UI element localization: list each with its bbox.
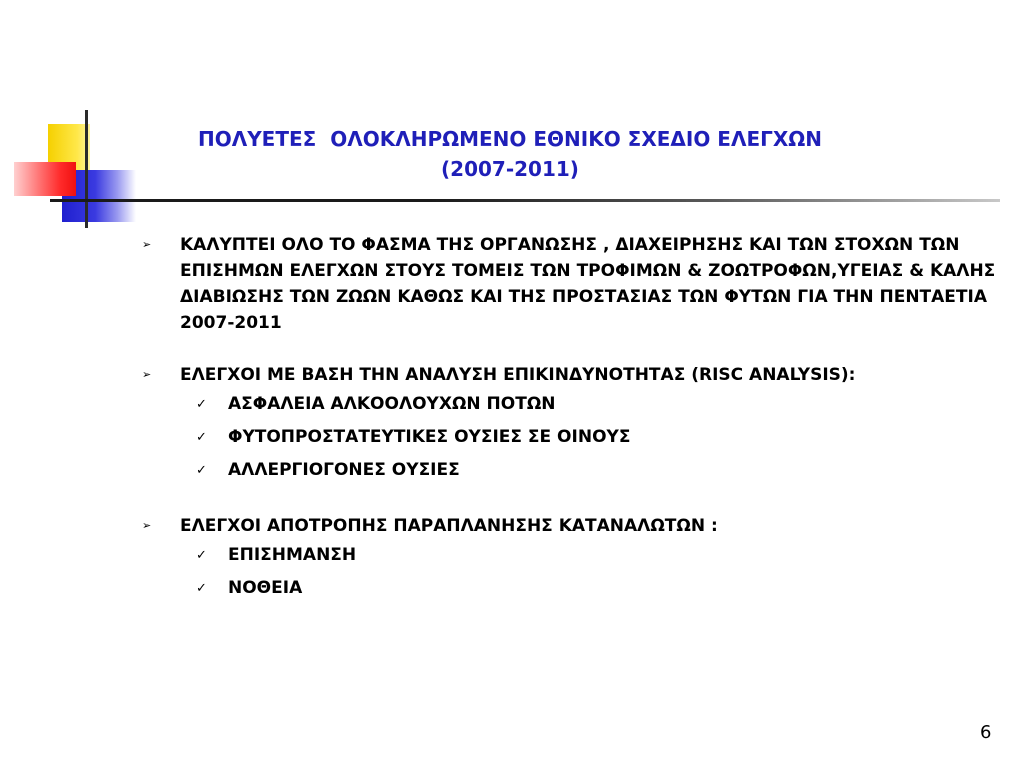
sub-bullet-item (140, 421, 1000, 454)
bullet-item (140, 232, 1000, 336)
slide-title (120, 124, 900, 184)
sub-bullet-text: ΕΠΙΣΗΜΑΝΣΗ (228, 545, 357, 565)
slide-title-line1: ΠΟΛΥΕΤΕΣ ΟΛΟΚΛΗΡΩΜΕΝΟ ΕΘΝΙΚΟ ΣΧΕΔΙΟ ΕΛΕΓΧΩΝ (197, 127, 823, 151)
checkmark-icon: ✓ (196, 581, 207, 596)
slide-title-line2: (2007-2011) (441, 157, 579, 181)
sub-bullet-text: ΝΟΘΕΙΑ (228, 578, 303, 598)
slide-logo (0, 0, 140, 240)
bullet-arrow-icon: ➢ (142, 519, 152, 532)
title-divider-line (50, 199, 1000, 202)
sub-bullet-item (140, 572, 1000, 605)
checkmark-icon: ✓ (196, 430, 207, 445)
sub-bullet-item (140, 539, 1000, 572)
page-number: 6 (980, 722, 992, 743)
bullet-arrow-icon: ➢ (142, 238, 152, 251)
slide-content (140, 232, 1000, 605)
bullet-text: ΕΛΕΓΧΟΙ ΜΕ ΒΑΣΗ ΤΗΝ ΑΝΑΛΥΣΗ ΕΠΙΚΙΝΔΥΝΟΤΗΤΑΣ (RISC ANALYSIS): (180, 365, 856, 385)
bullet-item (140, 362, 1000, 388)
logo-vertical-line (85, 110, 88, 228)
bullet-arrow-icon: ➢ (142, 368, 152, 381)
sub-bullet-text: ΑΛΛΕΡΓΙΟΓΟΝΕΣ ΟΥΣΙΕΣ (228, 460, 460, 480)
bullet-item (140, 513, 1000, 539)
checkmark-icon: ✓ (196, 397, 207, 412)
sub-bullet-text: ΦΥΤΟΠΡΟΣΤΑΤΕΥΤΙΚΕΣ ΟΥΣΙΕΣ ΣΕ ΟΙΝΟΥΣ (228, 427, 631, 447)
bullet-text: ΚΑΛΥΠΤΕΙ ΟΛΟ ΤΟ ΦΑΣΜΑ ΤΗΣ ΟΡΓΑΝΩΣΗΣ , ΔΙΑΧΕΙΡΗΣΗΣ ΚΑΙ ΤΩΝ ΣΤΟΧΩΝ ΤΩΝ ΕΠΙΣΗΜΩΝ ΕΛΕΓΧΩΝ ΣΤΟΥΣ ΤΟΜΕΙΣ ΤΩΝ ΤΡΟΦΙΜΩΝ & ΖΟΩΤΡΟΦΩΝ,ΥΓΕΙΑΣ & ΚΑΛΗΣ ΔΙΑΒΙΩΣΗΣ ΤΩΝ ΖΩΩΝ ΚΑΘΩΣ ΚΑΙ ΤΗΣ ΠΡΟΣΤΑΣΙΑΣ ΤΩΝ ΦΥΤΩΝ ΓΙΑ ΤΗΝ ΠΕΝΤΑΕΤΙΑ 2007-2011 (180, 235, 996, 333)
logo-red-square (14, 162, 76, 196)
sub-bullet-item (140, 454, 1000, 487)
sub-bullet-text: ΑΣΦΑΛΕΙΑ ΑΛΚΟΟΛΟΥΧΩΝ ΠΟΤΩΝ (228, 394, 556, 414)
checkmark-icon: ✓ (196, 463, 207, 478)
bullet-text: ΕΛΕΓΧΟΙ ΑΠΟΤΡΟΠΗΣ ΠΑΡΑΠΛΑΝΗΣΗΣ ΚΑΤΑΝΑΛΩΤΩΝ : (180, 516, 718, 536)
checkmark-icon: ✓ (196, 548, 207, 563)
sub-bullet-item (140, 388, 1000, 421)
